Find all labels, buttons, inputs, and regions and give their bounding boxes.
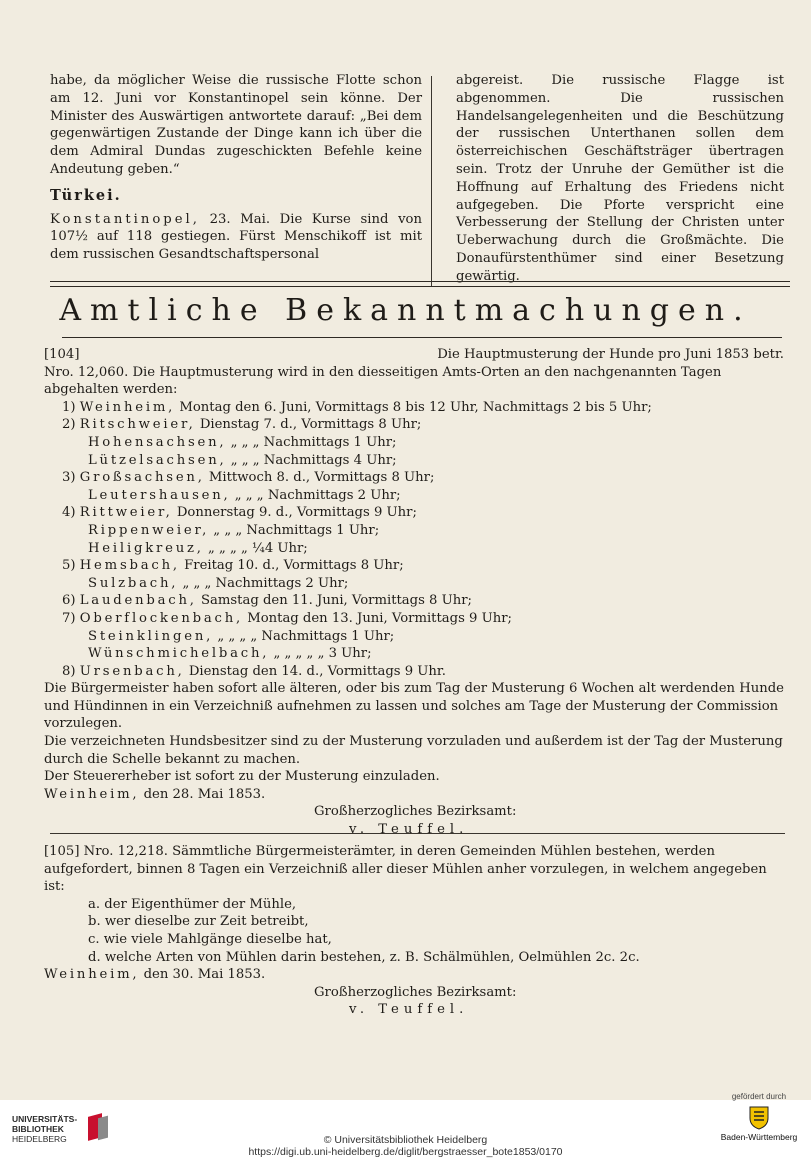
mill-items-list (44, 896, 784, 966)
section-rule (50, 281, 790, 287)
schedule-line (44, 592, 784, 610)
mill-item: d. welche Arten von Mühlen darin bestehen, z. B. Schälmühlen, Oelmühlen 2c. 2c. (88, 949, 640, 965)
schedule-line (44, 575, 784, 593)
schedule-time: „ „ „ Nachmittags 1 Uhr; (230, 434, 397, 450)
library-name-line2: BIBLIOTHEK (12, 1124, 64, 1134)
date-place: Weinheim, (44, 967, 140, 983)
schedule-place: Hohensachsen, (88, 434, 227, 450)
notice-104 (44, 346, 784, 839)
schedule-time: „ „ „ „ „ 3 Uhr; (273, 646, 372, 662)
schedule-place: Rittweier, (79, 505, 173, 521)
schedule-number: 2) (62, 417, 76, 433)
schedule-line (44, 416, 784, 434)
schedule-place: Leutershausen, (88, 487, 231, 503)
notice-para-c: Der Steuererheber ist sofort zu der Musterung einzuladen. (44, 769, 440, 785)
left-paragraph-1: habe, da möglicher Weise die russische Flotte schon am 12. Juni vor Konstantinopel sein könne. Der Minister des Auswärtigen antwortete darauf: „Bei dem gegenwärtigen Zustande der Dinge kann ich über die dem Admiral Dundas zugeschickten Befehle keine Andeutung geben.“ (50, 73, 422, 177)
notice-date (44, 966, 784, 984)
main-heading: Amtliche Bekanntmachungen. (59, 293, 752, 328)
funded-by-text: gefördert durch (731, 1092, 787, 1101)
schedule-time: Donnerstag 9. d., Vormittags 9 Uhr; (176, 505, 417, 521)
official-name: v. Teuffel. (349, 1002, 469, 1018)
library-name-line1: UNIVERSITÄTS- (12, 1114, 78, 1124)
schedule-time: Dienstag den 14. d., Vormittags 9 Uhr. (188, 663, 446, 679)
schedule-time: Montag den 13. Juni, Vormittags 9 Uhr; (247, 610, 512, 626)
schedule-place: Ritschweier, (79, 417, 196, 433)
schedule-line (44, 540, 784, 558)
funding-badge[interactable] (719, 1092, 799, 1142)
schedule-time: „ „ „ Nachmittags 1 Uhr; (213, 522, 380, 538)
schedule-place: Großsachsen, (79, 470, 205, 486)
schedule-place: Weinheim, (79, 399, 176, 415)
column-divider (431, 76, 432, 286)
notice-para-a: Die Bürgermeister haben sofort alle älteren, oder bis zum Tag der Musterung 6 Wochen alt werdenden Hunde und Hündinnen in ein Verzeichniß aufnehmen zu lassen und solches am Tage der Musterung der Commission vorzulegen. (44, 681, 784, 732)
schedule-time: Dienstag 7. d., Vormittags 8 Uhr; (199, 417, 422, 433)
official-name: v. Teuffel. (349, 822, 469, 838)
schedule-line (44, 610, 784, 628)
schedule-time: „ „ „ „ Nachmittags 1 Uhr; (217, 628, 395, 644)
schedule-place: Hemsbach, (79, 558, 180, 574)
mill-item: c. wie viele Mahlgänge dieselbe hat, (88, 931, 332, 947)
schedule-place: Sulzbach, (88, 575, 179, 591)
schedule-line (44, 469, 784, 487)
schedule-line (44, 452, 784, 470)
section-title-turkey: Türkei. (50, 186, 122, 204)
notice-number: [104] (44, 347, 80, 362)
office-signature: Großherzogliches Bezirksamt: (314, 984, 517, 1000)
schedule-place: Lützelsachsen, (88, 452, 227, 468)
left-paragraph-2 (50, 211, 422, 264)
mill-item: b. wer dieselbe zur Zeit betreibt, (88, 914, 309, 930)
schedule-number: 7) (62, 610, 76, 626)
schedule-line (44, 557, 784, 575)
schedule-line (44, 663, 784, 681)
schedule-time: „ „ „ „ ¼4 Uhr; (207, 540, 308, 556)
notice-date (44, 786, 784, 804)
schedule-line (44, 504, 784, 522)
schedule-line (44, 645, 784, 663)
notice-separator (50, 833, 785, 834)
right-column (456, 72, 784, 286)
date-text: den 30. Mai 1853. (143, 967, 266, 983)
notice-header (44, 346, 784, 364)
schedule-time: „ „ „ Nachmittags 2 Uhr; (234, 487, 401, 503)
heading-rule (62, 337, 782, 338)
mill-item: a. der Eigenthümer der Mühle, (88, 896, 297, 912)
office-signature: Großherzogliches Bezirksamt: (314, 804, 517, 820)
schedule-place: Wünschmichelbach, (88, 646, 270, 662)
dateline-place: Konstantinopel, (50, 211, 200, 227)
copyright-text: © Universitätsbibliothek Heidelberg (323, 1134, 488, 1146)
schedule-place: Steinklingen, (88, 628, 214, 644)
schedule-place: Ursenbach, (79, 663, 185, 679)
funder-name: Baden-Württemberg (720, 1132, 798, 1142)
schedule-list (44, 399, 784, 681)
schedule-number: 1) (62, 399, 76, 415)
schedule-time: Samstag den 11. Juni, Vormittags 8 Uhr; (200, 593, 472, 609)
schedule-time: „ „ „ Nachmittags 2 Uhr; (182, 575, 349, 591)
notice-subject: Die Hauptmusterung der Hunde pro Juni 1853 betr. (437, 347, 784, 362)
schedule-line (44, 399, 784, 417)
baden-wuerttemberg-crest-icon (746, 1104, 772, 1130)
schedule-time: Freitag 10. d., Vormittags 8 Uhr; (184, 558, 404, 574)
schedule-place: Oberflockenbach, (79, 610, 243, 626)
schedule-time: Montag den 6. Juni, Vormittags 8 bis 12 Uhr, Nachmittags 2 bis 5 Uhr; (179, 399, 652, 415)
schedule-number: 6) (62, 593, 76, 609)
library-name-line3: HEIDELBERG (12, 1134, 67, 1144)
viewer-footer (0, 1092, 811, 1158)
notice-105 (44, 843, 784, 1019)
schedule-number: 5) (62, 558, 76, 574)
schedule-place: Heiligkreuz, (88, 540, 204, 556)
date-text: den 28. Mai 1853. (143, 786, 266, 802)
schedule-place: Laudenbach, (79, 593, 197, 609)
schedule-line (44, 522, 784, 540)
copyright-block (0, 1134, 811, 1158)
schedule-number: 4) (62, 505, 76, 521)
schedule-line (44, 487, 784, 505)
left-paragraph-2-text: 23. Mai. Die Kurse sind von 107½ auf 118 gestiegen. Fürst Menschikoff ist mit dem russischen Gesandtschaftspersonal (50, 211, 422, 263)
schedule-time: Mittwoch 8. d., Vormittags 8 Uhr; (208, 470, 435, 486)
permalink-url[interactable]: https://digi.ub.uni-heidelberg.de/diglit/bergstraesser_bote1853/0170 (248, 1146, 563, 1158)
notice-intro: [105] Nro. 12,218. Sämmtliche Bürgermeisterämter, in deren Gemeinden Mühlen bestehen, werden aufgefordert, binnen 8 Tagen ein Verzeichniß aller dieser Mühlen anher vorzulegen, in welchem angegeben ist: (44, 844, 767, 895)
right-paragraph: abgereist. Die russische Flagge ist abgenommen. Die russischen Handelsangelegenheiten und die Beschützung der russischen Unterthanen sollen dem österreichischen Geschäftsträger übertragen sein. Trotz der Unruhe der Gemüther ist die Hoffnung auf Erhaltung des Friedens nicht aufgegeben. Die Pforte verspricht eine Verbesserung der Stellung der Christen unter Ueberwachung durch die Großmächte. Die Donaufürstenthümer sind einer Besetzung gewärtig. (456, 73, 784, 284)
schedule-number: 8) (62, 663, 76, 679)
schedule-line (44, 628, 784, 646)
notice-intro: Nro. 12,060. Die Hauptmusterung wird in den diesseitigen Amts-Orten an den nachgenannten Tagen abgehalten werden: (44, 364, 722, 398)
notice-para-b: Die verzeichneten Hundsbesitzer sind zu der Musterung vorzuladen und außerdem ist der Tag der Musterung durch die Schelle bekannt zu machen. (44, 734, 783, 767)
schedule-time: „ „ „ Nachmittags 4 Uhr; (230, 452, 397, 468)
schedule-place: Rippenweier, (88, 522, 210, 538)
left-column (50, 72, 422, 264)
date-place: Weinheim, (44, 786, 140, 802)
schedule-number: 3) (62, 470, 76, 486)
schedule-line (44, 434, 784, 452)
